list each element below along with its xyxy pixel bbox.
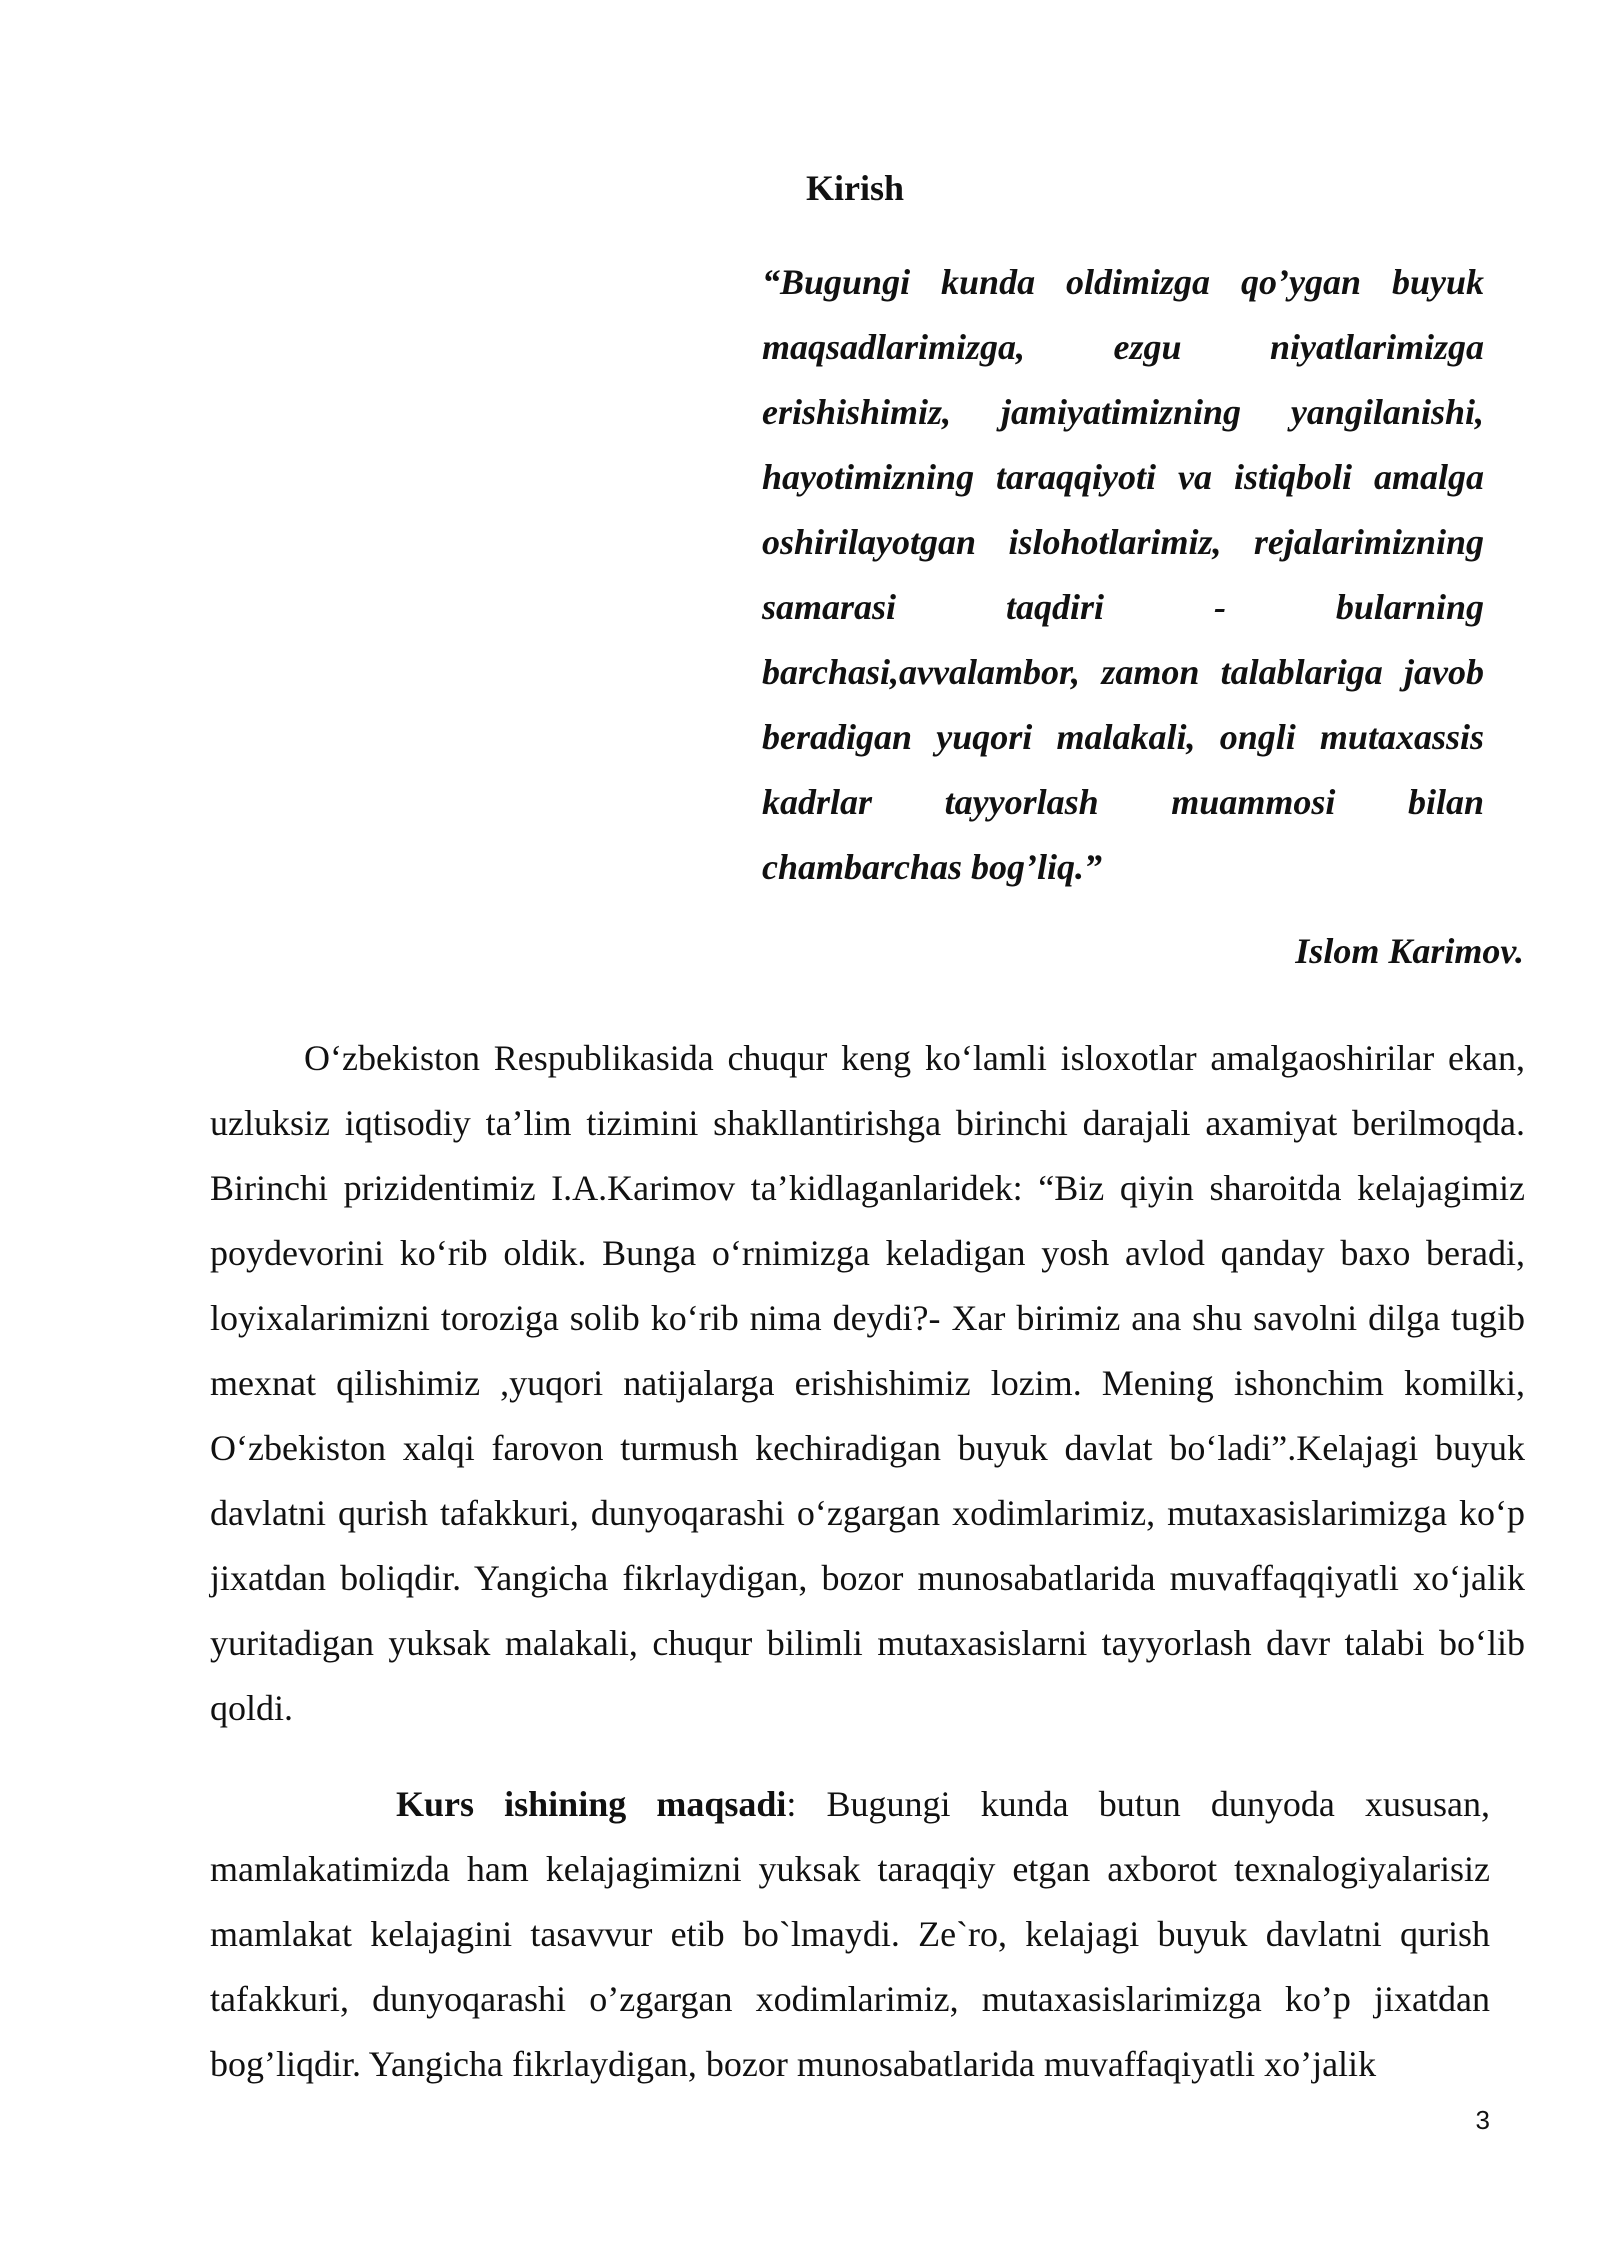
epigraph-author: Islom Karimov. — [1295, 931, 1524, 971]
aim-paragraph — [210, 1772, 1490, 2097]
page-number: 3 — [1475, 2105, 1490, 2135]
section-heading: Kirish — [806, 168, 905, 208]
intro-paragraph: O‘zbekiston Respublikasida chuqur keng ko‘lamli isloxotlar amalgaoshirilar ekan, uzluksiz iqtisodiy ta’lim tizimini shakllantirishga birinchi darajali axamiyat berilmoqda. Birinchi prizidentimiz I.A.Karimov ta’kidlaganlaridek: “Biz qiyin sharoitda kelajagimiz poydevorini ko‘rib oldik. Bunga o‘rnimizga keladigan yosh avlod qanday baxo beradi, loyixalarimizni toroziga solib ko‘rib nima deydi?- Xar birimiz ana shu savolni dilga tugib mexnat qilishimiz ,yuqori natijalarga erishishimiz lozim. Mening ishonchim komilki, O‘zbekiston xalqi farovon turmush kechiradigan buyuk davlat bo‘ladi”.Kelajagi buyuk davlatni qurish tafakkuri, dunyoqarashi o‘zgargan xodimlarimiz, mutaxasislarimizga ko‘p jixatdan boliqdir. Yangicha fikrlaydigan, bozor munosabatlarida muvaffaqqiyatli xo‘jalik yuritadigan yuksak malakali, chuqur bilimli mutaxasislarni tayyorlash davr talabi bo‘lib qoldi. — [210, 1038, 1525, 1728]
aim-paragraph-text: : Bugungi kunda butun dunyoda xususan, mamlakatimizda ham kelajagimizni yuksak taraqqiy etgan axborot texnalogiyalarisiz mamlakat kelajagini tasavvur etib bo`lmaydi. Ze`ro, kelajagi buyuk davlatni qurish tafakkuri, dunyoqarashi o’zgargan xodimlarimiz, mutaxasislarimizga ko’p jixatdan bog’liqdir. Yangicha fikrlaydigan, bozor munosabatlarida muvaffaqiyatli xo’jalik — [210, 1784, 1490, 2084]
epigraph-quote: “Bugungi kunda oldimizga qo’ygan buyuk maqsadlarimizga, ezgu niyatlarimizga erishishimiz, jamiyatimizning yangilanishi, hayotimizning taraqqiyoti va istiqboli amalga oshirilayotgan islohotlarimiz, rejalarimizning samarasi taqdiri - bularning barchasi,avvalambor, zamon talablariga javob beradigan yuqori malakali, ongli mutaxassis kadrlar tayyorlash muammosi bilan chambarchas bog’liq.” — [762, 262, 1484, 887]
aim-paragraph-lead: Kurs ishining maqsadi — [396, 1784, 787, 1824]
